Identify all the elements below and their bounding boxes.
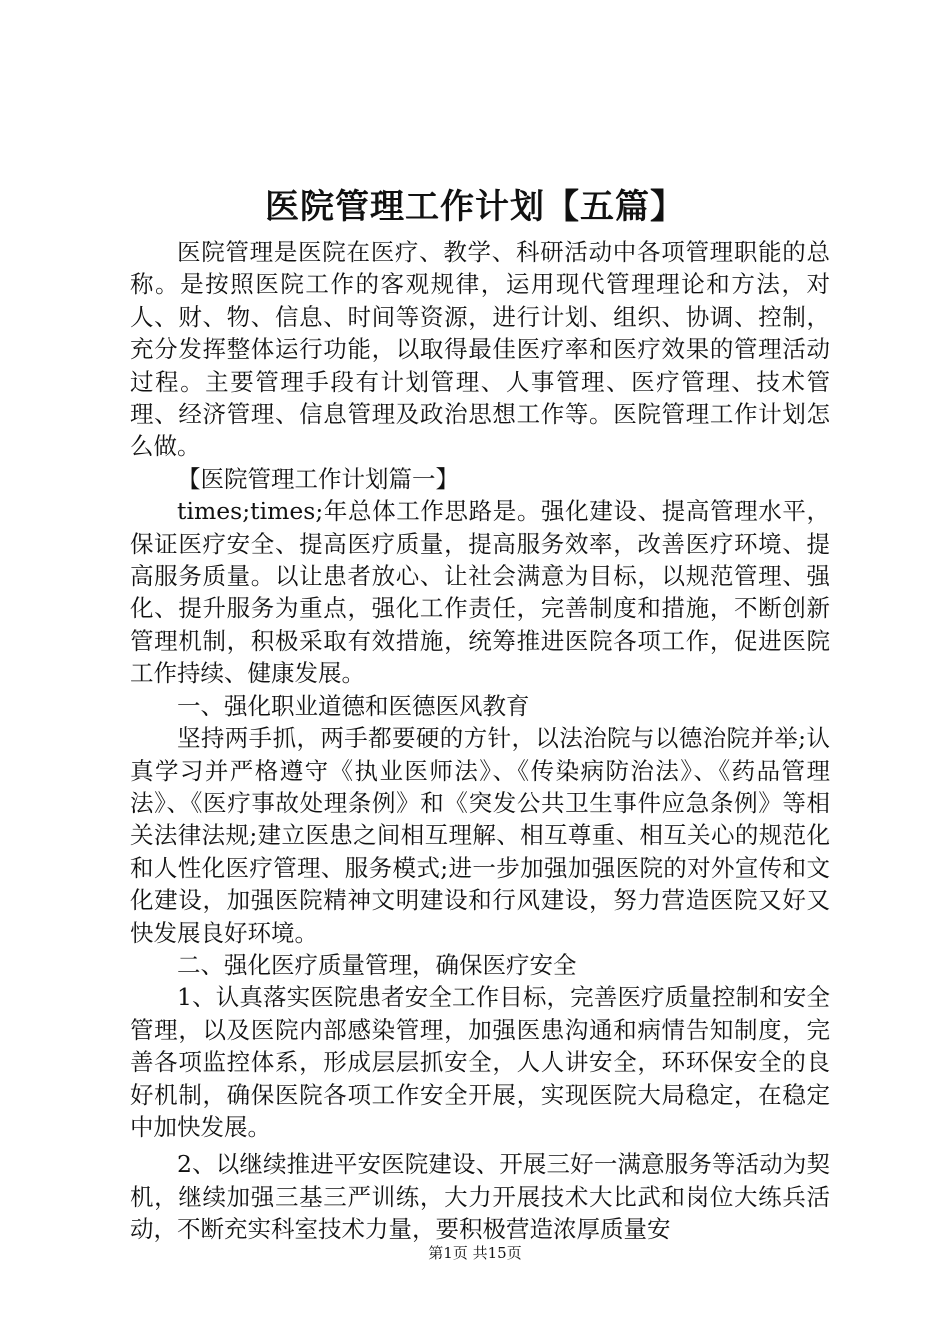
page-footer: 第1页 共15页	[428, 1244, 522, 1262]
document-body	[130, 236, 830, 1246]
paragraph-overall-approach: times;times;年总体工作思路是。强化建设、提高管理水平，保证医疗安全、提高医疗质量，提高服务效率，改善医疗环境、提高服务质量。以让患者放心、让社会满意为目标，以规范管理、强化、提升服务为重点，强化工作责任，完善制度和措施，不断创新管理机制，积极采取有效措施，统筹推进医院各项工作，促进医院工作持续、健康发展。	[130, 497, 830, 688]
paragraph-ethics: 坚持两手抓，两手都要硬的方针，以法治院与以德治院并举;认真学习并严格遵守《执业医师法》、《传染病防治法》、《药品管理法》、《医疗事故处理条例》和《突发公共卫生事件应急条例》等相关法律法规;建立医患之间相互理解、相互尊重、相互关心的规范化和人性化医疗管理、服务模式;进一步加强加强医院的对外宣传和文化建设，加强医院精神文明建设和行风建设，努力营造医院又好又快发展良好环境。	[130, 724, 830, 947]
section-heading-part-one: 【医院管理工作计划篇一】	[177, 464, 459, 493]
paragraph-quality-1: 1、认真落实医院患者安全工作目标，完善医疗质量控制和安全管理，以及医院内部感染管理，加强医患沟通和病情告知制度，完善各项监控体系，形成层层抓安全，人人讲安全，环环保安全的良好机制，确保医院各项工作安全开展，实现医院大局稳定，在稳定中加快发展。	[130, 983, 830, 1141]
document-title: 医院管理工作计划【五篇】	[265, 187, 685, 227]
paragraph-quality-2: 2、以继续推进平安医院建设、开展三好一满意服务等活动为契机，继续加强三基三严训练，大力开展技术大比武和岗位大练兵活动，不断充实科室技术力量，要积极营造浓厚质量安	[130, 1150, 830, 1244]
subheading-quality: 二、强化医疗质量管理，确保医疗安全	[177, 950, 577, 979]
paragraph-intro: 医院管理是医院在医疗、教学、科研活动中各项管理职能的总称。是按照医院工作的客观规律，运用现代管理理论和方法，对人、财、物、信息、时间等资源，进行计划、组织、协调、控制，充分发挥整体运行功能，以取得最佳医疗率和医疗效果的管理活动过程。主要管理手段有计划管理、人事管理、医疗管理、技术管理、经济管理、信息管理及政治思想工作等。医院管理工作计划怎么做。	[130, 238, 830, 461]
subheading-ethics: 一、强化职业道德和医德医风教育	[177, 691, 530, 720]
